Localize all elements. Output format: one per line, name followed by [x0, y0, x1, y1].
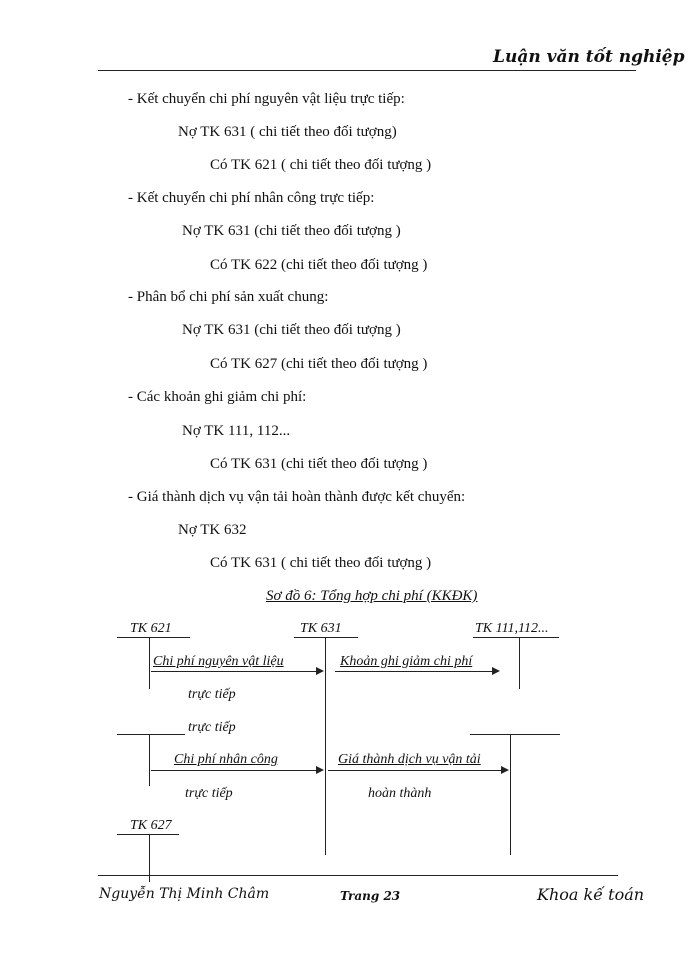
entry-2-debit: Nợ TK 631 (chi tiết theo đối tượng ) — [182, 223, 401, 239]
footer-department: Khoa kế toán — [537, 885, 645, 904]
entry-1-heading: - Kết chuyển chi phí nguyên vật liệu trực tiếp: — [128, 91, 405, 107]
entry-2-credit: Có TK 622 (chi tiết theo đối tượng ) — [210, 257, 428, 273]
tk111-vertical — [519, 637, 520, 689]
tk627-top-line — [117, 834, 179, 835]
label-truc-tiep-2: trực tiếp — [188, 720, 236, 735]
label-cp-nvl: Chi phí nguyên vật liệu — [153, 654, 284, 669]
entry-5-heading: - Giá thành dịch vụ vận tải hoàn thành được kết chuyển: — [128, 489, 466, 505]
account-tk111: TK 111,112... — [475, 621, 549, 636]
footer-page: Trang 23 — [340, 889, 401, 903]
label-cp-nc: Chi phí nhân công — [174, 752, 278, 767]
diagram-title: Sơ đồ 6: Tổng hợp chi phí (KKĐK) — [266, 588, 478, 604]
label-truc-tiep-1: trực tiếp — [188, 687, 236, 702]
header-title: Luận văn tốt nghiệp — [493, 47, 685, 67]
label-truc-tiep-3: trực tiếp — [185, 786, 233, 801]
arrow-nc-head — [316, 766, 324, 774]
entry-3-credit: Có TK 627 (chi tiết theo đối tượng ) — [210, 356, 428, 372]
entry-4-credit: Có TK 631 (chi tiết theo đối tượng ) — [210, 456, 428, 472]
arrow-nvl-line — [151, 671, 317, 672]
entry-3-debit: Nợ TK 631 (chi tiết theo đối tượng ) — [182, 322, 401, 338]
account-tk631: TK 631 — [300, 621, 342, 636]
tk632-top-line — [470, 734, 560, 735]
tk632-vertical — [510, 734, 511, 855]
entry-1-debit: Nợ TK 631 ( chi tiết theo đối tượng) — [178, 124, 397, 140]
entry-5-debit: Nợ TK 632 — [178, 522, 247, 538]
entry-1-credit: Có TK 621 ( chi tiết theo đối tượng ) — [210, 157, 432, 173]
tk631-top-line — [294, 637, 358, 638]
tk631-vertical — [325, 637, 326, 855]
tk622-vertical — [149, 734, 150, 786]
tk111-top-line — [473, 637, 559, 638]
arrow-gt-head — [501, 766, 509, 774]
tk622-top-line — [117, 734, 185, 735]
entry-2-heading: - Kết chuyển chi phí nhân công trực tiếp: — [128, 190, 375, 206]
label-gia-thanh: Giá thành dịch vụ vận tải — [338, 752, 481, 767]
tk621-top-line — [117, 637, 190, 638]
label-hoan-thanh: hoàn thành — [368, 786, 432, 801]
arrow-nc-line — [151, 770, 317, 771]
entry-4-debit: Nợ TK 111, 112... — [182, 423, 291, 439]
account-tk621: TK 621 — [130, 621, 172, 636]
entry-4-heading: - Các khoản ghi giảm chi phí: — [128, 389, 307, 405]
arrow-giam-head — [492, 667, 500, 675]
arrow-nvl-head — [316, 667, 324, 675]
entry-3-heading: - Phân bổ chi phí sản xuất chung: — [128, 289, 329, 305]
label-khoan-giam: Khoản ghi giảm chi phí — [340, 654, 473, 669]
footer-rule — [98, 875, 618, 876]
arrow-giam-line — [335, 671, 493, 672]
footer-author: Nguyễn Thị Minh Châm — [99, 886, 270, 902]
arrow-gt-line — [328, 770, 502, 771]
entry-5-credit: Có TK 631 ( chi tiết theo đối tượng ) — [210, 555, 432, 571]
account-tk627: TK 627 — [130, 818, 172, 833]
header-rule — [98, 70, 636, 71]
tk621-vertical — [149, 637, 150, 689]
